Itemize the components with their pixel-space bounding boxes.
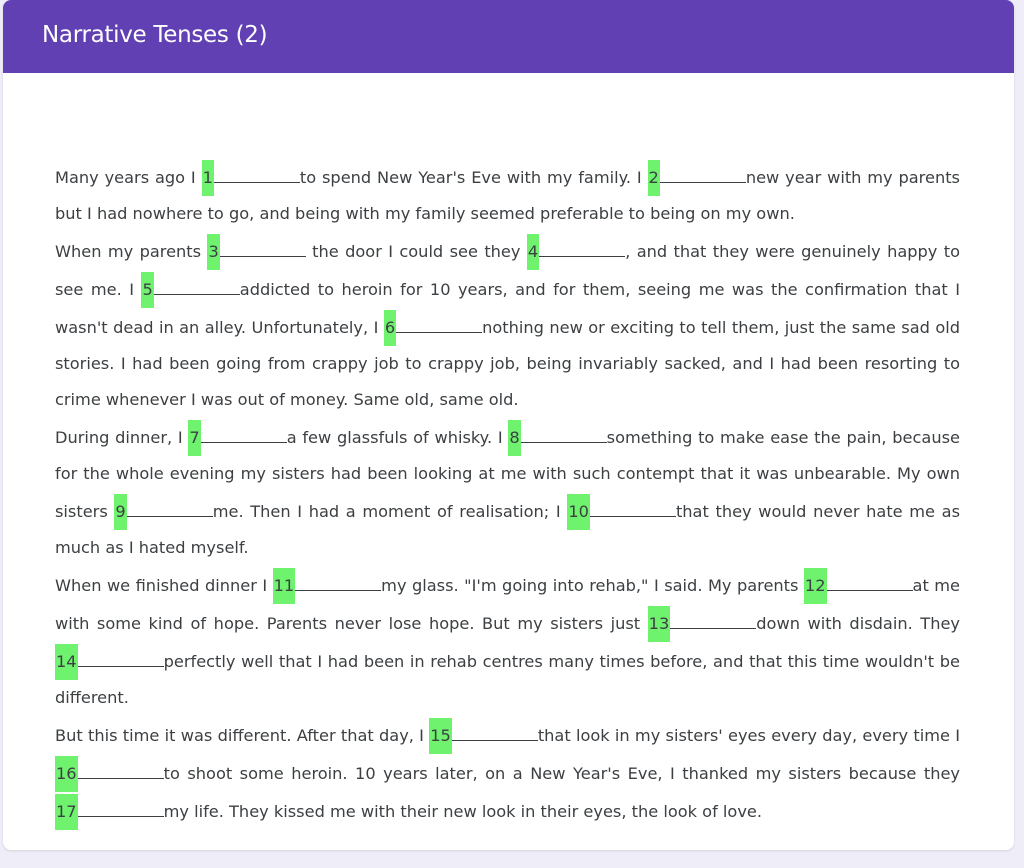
blank-5[interactable] (141, 270, 239, 308)
blank-2[interactable] (648, 158, 746, 196)
blank-17[interactable] (55, 792, 164, 830)
blank-line (539, 232, 625, 257)
blank-line (670, 604, 756, 629)
blank-number: 10 (567, 494, 590, 530)
blank-line (78, 754, 164, 779)
passage-text: that they would never hate me as much as I hated myself. (55, 502, 961, 557)
blank-number: 15 (429, 718, 452, 754)
blank-number: 7 (188, 420, 200, 456)
blank-13[interactable] (648, 604, 757, 642)
blank-number: 5 (141, 272, 153, 308)
blank-number: 1 (202, 160, 214, 196)
blank-1[interactable] (202, 158, 300, 196)
passage-text: my life. They kissed me with their new look in their eyes, the look of love. (163, 802, 763, 821)
passage-text: me. Then I had a moment of realisation; I (212, 502, 568, 521)
blank-line (590, 492, 676, 517)
passage-text: perfectly well that I had been in rehab centres many times before, and that this time wouldn't be different. (55, 652, 960, 707)
blank-9[interactable] (114, 492, 212, 530)
blank-line (127, 492, 213, 517)
blank-number: 13 (648, 606, 671, 642)
blank-line (220, 232, 306, 257)
passage-text: When we finished dinner I (55, 576, 273, 595)
passage-text: something to make ease the pain, because for the whole evening my sisters had been looking at me with such contempt that it was unbearable. My own sisters (55, 428, 960, 521)
blank-line (154, 270, 240, 295)
blank-line (521, 418, 607, 443)
blank-line (396, 308, 482, 333)
blank-16[interactable] (55, 754, 164, 792)
blank-number: 4 (527, 234, 539, 270)
blank-number: 2 (648, 160, 660, 196)
blank-3[interactable] (207, 232, 305, 270)
passage-text: During dinner, I (55, 428, 189, 447)
passage-text: Many years ago I (55, 168, 202, 187)
paragraph-1 (55, 158, 960, 232)
blank-number: 11 (273, 568, 296, 604)
blank-7[interactable] (188, 418, 286, 456)
blank-line (214, 158, 300, 183)
blank-number: 14 (55, 644, 78, 680)
blank-line (201, 418, 287, 443)
blank-10[interactable] (567, 492, 676, 530)
passage-text: that look in my sisters' eyes every day, every time I (537, 726, 960, 745)
passage-text: nothing new or exciting to tell them, just the same sad old stories. I had been going from crappy job to crappy job, being invariably sacked, and I had been resorting to crime whenever I was out of money. Same old, same old. (55, 318, 960, 409)
passage-text: down with disdain. They (756, 614, 960, 633)
passage-text: But this time it was different. After that day, I (55, 726, 430, 745)
paragraph-4 (55, 566, 960, 716)
blank-line (660, 158, 746, 183)
passage-text: , and that they were genuinely happy to see me. I (55, 242, 961, 299)
passage-text: to shoot some heroin. 10 years later, on a New Year's Eve, I thanked my sisters because they (163, 764, 960, 783)
passage-text: addicted to heroin for 10 years, and for them, seeing me was the confirmation that I wasn't dead in an alley. Unfortunately, I (55, 280, 961, 337)
paragraph-2 (55, 232, 960, 418)
passage (55, 158, 960, 830)
blank-number: 3 (207, 234, 219, 270)
blank-number: 6 (384, 310, 396, 346)
blank-line (827, 566, 913, 591)
blank-11[interactable] (273, 566, 382, 604)
blank-4[interactable] (527, 232, 625, 270)
blank-15[interactable] (429, 716, 538, 754)
passage-text: to spend New Year's Eve with my family. I (299, 168, 648, 187)
blank-line (78, 642, 164, 667)
passage-text: a few glassfuls of whisky. I (286, 428, 509, 447)
blank-line (452, 716, 538, 741)
passage-text: When my parents (55, 242, 208, 261)
blank-number: 8 (508, 420, 520, 456)
passage-text: my glass. "I'm going into rehab," I said. My parents (381, 576, 804, 595)
blank-number: 12 (804, 568, 827, 604)
passage-text: the door I could see they (305, 242, 527, 261)
blank-number: 17 (55, 794, 78, 830)
paragraph-3 (55, 418, 960, 566)
blank-line (295, 566, 381, 591)
form-title: Narrative Tenses (2) (42, 22, 268, 48)
passage-text: at me with some kind of hope. Parents never lose hope. But my sisters just (55, 576, 960, 633)
blank-8[interactable] (508, 418, 606, 456)
blank-14[interactable] (55, 642, 164, 680)
form-header (3, 0, 1014, 73)
blank-line (78, 792, 164, 817)
blank-12[interactable] (804, 566, 913, 604)
blank-number: 9 (114, 494, 126, 530)
blank-6[interactable] (384, 308, 482, 346)
form-card (3, 0, 1014, 850)
blank-number: 16 (55, 756, 78, 792)
passage-text: new year with my parents but I had nowhere to go, and being with my family seemed preferable to being on my own. (55, 168, 960, 223)
paragraph-5 (55, 716, 960, 830)
